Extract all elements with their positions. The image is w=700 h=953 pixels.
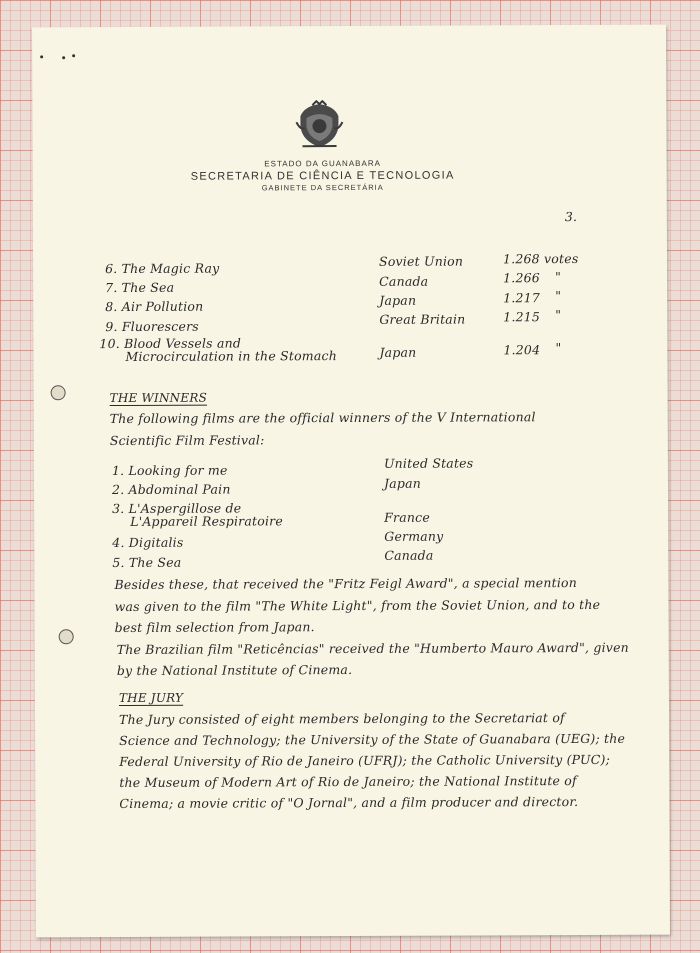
- jury-line5: Cinema; a movie critic of "O Jornal", and a film producer and director.: [119, 794, 579, 812]
- ranking-country-9: Great Britain: [379, 311, 466, 327]
- ditto-mark: ": [555, 307, 562, 323]
- ditto-mark: ": [555, 288, 562, 304]
- ranking-votes-7: 1.266: [503, 270, 540, 286]
- ranking-country-6: Soviet Union: [379, 253, 464, 269]
- jury-line3: Federal University of Rio de Janeiro (UFRJ); the Catholic University (PUC);: [119, 751, 611, 770]
- winner-item-2: 2. Abdominal Pain: [112, 481, 231, 498]
- winner-country-3: France: [384, 509, 430, 525]
- document-page: [32, 25, 670, 938]
- ranking-votes-6: 1.268 votes: [502, 251, 579, 267]
- winner-item-4: 4. Digitalis: [112, 534, 184, 551]
- ranking-item-8: 8. Air Pollution: [105, 298, 204, 315]
- ranking-item-9: 9. Fluorescers: [105, 318, 199, 335]
- mauro-award-line2: by the National Institute of Cinema.: [116, 661, 353, 679]
- mauro-award-line1: The Brazilian film "Reticências" received the "Humberto Mauro Award", given: [116, 639, 629, 658]
- page-number: 3.: [564, 209, 578, 225]
- special-mention-line2: was given to the film "The White Light", from the Soviet Union, and to the: [114, 596, 601, 615]
- winner-country-4: Germany: [384, 528, 444, 544]
- jury-line4: the Museum of Modern Art of Rio de Janeiro; the National Institute of: [119, 773, 577, 791]
- winner-country-1: United States: [383, 455, 474, 471]
- ranking-item-7: 7. The Sea: [105, 279, 175, 296]
- punch-hole: [59, 629, 74, 644]
- ranking-country-10: Japan: [379, 344, 417, 360]
- winner-item-1: 1. Looking for me: [111, 462, 228, 479]
- jury-heading: THE JURY: [118, 690, 184, 706]
- winners-intro-line1: The following films are the official winners of the V International: [109, 409, 536, 427]
- special-mention-line1: Besides these, that received the "Fritz Feigl Award", a special mention: [114, 575, 578, 593]
- ranking-votes-9: 1.215: [503, 309, 541, 325]
- ranking-votes-10: 1.204: [503, 342, 541, 358]
- header-secretariat: SECRETARIA DE CIÊNCIA E TECNOLOGIA: [190, 169, 455, 183]
- winner-country-2: Japan: [383, 475, 422, 491]
- winner-item-3-line2: L'Appareil Respiratoire: [130, 513, 283, 529]
- header-state: ESTADO DA GUANABARA: [264, 158, 381, 169]
- ranking-item-10-line1: 10. Blood Vessels and: [99, 335, 242, 352]
- special-mention-line3: best film selection from Japan.: [114, 619, 315, 636]
- ranking-country-8: Japan: [379, 292, 417, 308]
- ranking-votes-8: 1.217: [503, 290, 541, 306]
- ink-speck: [40, 55, 43, 58]
- jury-line2: Science and Technology; the University of the State of Guanabara (UEG); the: [119, 730, 626, 749]
- ink-speck: [62, 56, 65, 59]
- ditto-mark: ": [555, 269, 562, 285]
- ink-speck: [72, 54, 75, 57]
- coat-of-arms-icon: [294, 100, 344, 150]
- punch-hole: [51, 385, 66, 400]
- ranking-item-10-line2: Microcirculation in the Stomach: [125, 348, 337, 364]
- winners-heading: THE WINNERS: [109, 390, 208, 406]
- jury-line1: The Jury consisted of eight members belonging to the Secretariat of: [119, 710, 565, 728]
- winner-country-5: Canada: [384, 547, 434, 563]
- header-cabinet: GABINETE DA SECRETÁRIA: [261, 182, 384, 193]
- winner-item-5: 5. The Sea: [112, 554, 182, 571]
- winner-item-3-line1: 3. L'Aspergillose de: [112, 500, 242, 517]
- ranking-country-7: Canada: [379, 273, 429, 289]
- ditto-mark: ": [555, 340, 562, 356]
- ranking-item-6: 6. The Magic Ray: [105, 260, 220, 277]
- winners-intro-line2: Scientific Film Festival:: [109, 432, 265, 449]
